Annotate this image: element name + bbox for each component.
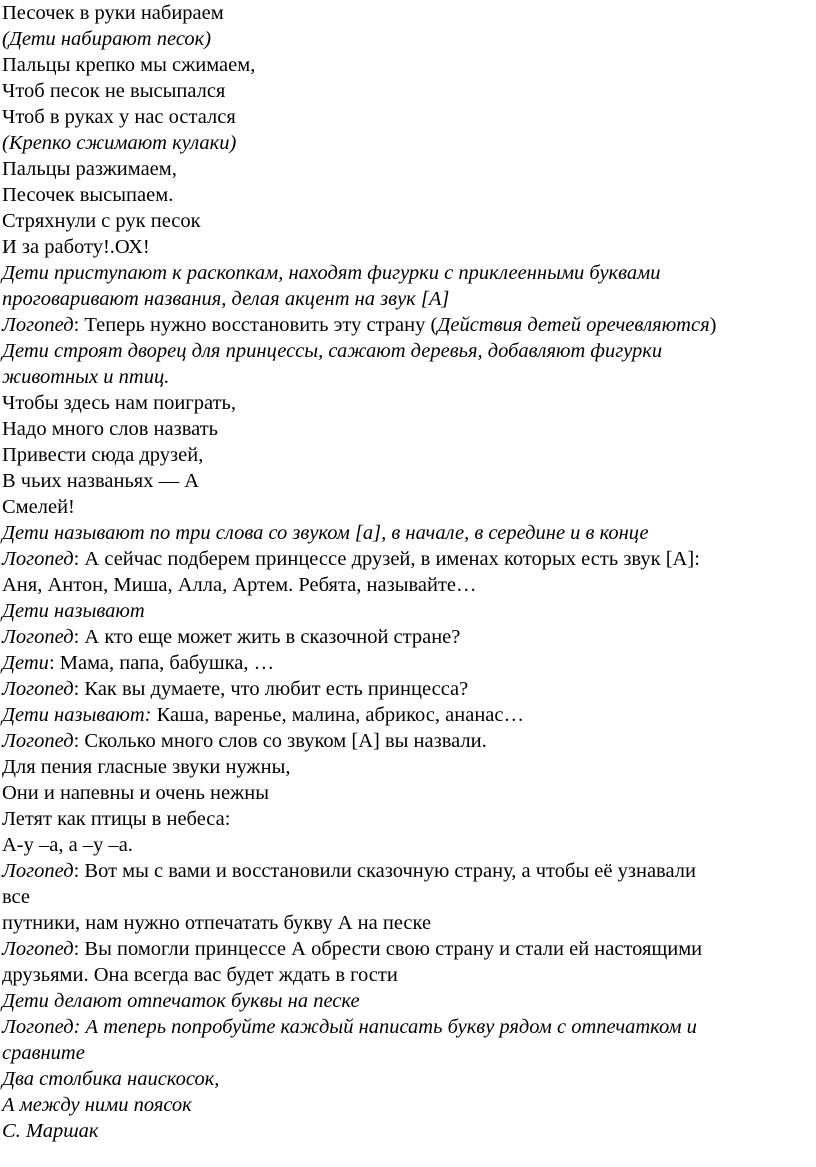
text-line: [2, 598, 812, 624]
text-line: [2, 234, 812, 260]
text-segment: А-у –а, а –у –а.: [2, 834, 133, 856]
text-line: [2, 1066, 812, 1092]
text-line: [2, 780, 812, 806]
text-line: [2, 962, 812, 988]
text-line: [2, 858, 812, 884]
text-line: [2, 156, 812, 182]
text-line: [2, 1118, 812, 1144]
text-segment: Для пения гласные звуки нужны,: [2, 756, 291, 778]
text-segment: : А кто еще может жить в сказочной стране?: [73, 626, 461, 648]
text-line: [2, 494, 812, 520]
text-segment: животных и птиц.: [2, 366, 170, 388]
text-line: [2, 182, 812, 208]
text-line: [2, 546, 812, 572]
text-segment: : Теперь нужно восстановить эту страну (: [73, 314, 438, 336]
text-line: [2, 78, 812, 104]
text-line: [2, 1040, 812, 1066]
text-segment: ): [709, 314, 717, 336]
text-segment: А между ними поясок: [2, 1094, 192, 1116]
text-line: [2, 416, 812, 442]
text-segment: Действия детей оречевляются: [437, 314, 710, 336]
text-segment: путники, нам нужно отпечатать букву А на песке: [2, 912, 432, 934]
text-segment: Смелей!: [2, 496, 75, 518]
text-segment: Дети называют:: [2, 704, 152, 726]
text-line: [2, 208, 812, 234]
text-line: [2, 0, 812, 26]
text-segment: Летят как птицы в небеса:: [2, 808, 231, 830]
text-segment: Дети строят дворец для принцессы, сажают деревья, добавляют фигурки: [2, 340, 663, 362]
text-segment: Логопед: [2, 626, 74, 648]
text-segment: Дети называют по три слова со звуком [а], в начале, в середине и в конце: [2, 522, 649, 544]
text-segment: друзьями. Она всегда вас будет ждать в гости: [2, 964, 398, 986]
text-segment: проговаривают названия, делая акцент на звук [А]: [2, 288, 450, 310]
text-segment: Логопед: [2, 548, 74, 570]
text-segment: Привести сюда друзей,: [2, 444, 204, 466]
text-line: [2, 832, 812, 858]
text-segment: В чьих названьях — А: [2, 470, 200, 492]
text-line: [2, 390, 812, 416]
text-line: [2, 338, 812, 364]
text-segment: : Сколько много слов со звуком [А] вы назвали.: [73, 730, 487, 752]
text-line: [2, 676, 812, 702]
text-segment: И за работу!.ОХ!: [2, 236, 150, 258]
text-line: [2, 442, 812, 468]
text-line: [2, 702, 812, 728]
text-segment: Дети называют: [2, 600, 145, 622]
text-line: [2, 260, 812, 286]
text-segment: Аня, Антон, Миша, Алла, Артем. Ребята, называйте…: [2, 574, 477, 596]
text-segment: Два столбика наискосок,: [2, 1068, 220, 1090]
text-line: [2, 1014, 812, 1040]
text-line: [2, 364, 812, 390]
text-segment: Логопед: [2, 730, 74, 752]
text-line: [2, 130, 812, 156]
text-segment: (Дети набирают песок): [2, 28, 212, 50]
text-segment: Чтоб в руках у нас остался: [2, 106, 236, 128]
text-segment: : Вот мы с вами и восстановили сказочную страну, а чтобы её узнавали: [73, 860, 696, 882]
text-segment: Логопед: [2, 860, 74, 882]
text-segment: : Мама, папа, бабушка, …: [48, 652, 275, 674]
text-segment: Песочек высыпаем.: [2, 184, 174, 206]
text-line: [2, 1092, 812, 1118]
text-segment: Логопед: А теперь попробуйте каждый написать букву рядом с отпечатком и: [2, 1016, 697, 1038]
text-segment: Каша, варенье, малина, абрикос, ананас…: [151, 704, 524, 726]
text-line: [2, 286, 812, 312]
text-line: [2, 936, 812, 962]
text-line: [2, 884, 812, 910]
text-line: [2, 650, 812, 676]
text-segment: Они и напевны и очень нежны: [2, 782, 270, 804]
text-line: [2, 468, 812, 494]
text-segment: Стряхнули с рук песок: [2, 210, 201, 232]
text-segment: все: [2, 886, 31, 908]
text-segment: Логопед: [2, 938, 74, 960]
text-line: [2, 728, 812, 754]
text-segment: сравните: [2, 1042, 85, 1064]
text-line: [2, 104, 812, 130]
text-line: [2, 988, 812, 1014]
text-segment: Чтобы здесь нам поиграть,: [2, 392, 236, 414]
text-segment: : Вы помогли принцессе А обрести свою страну и стали ей настоящими: [73, 938, 703, 960]
text-segment: Логопед: [2, 314, 74, 336]
text-line: [2, 754, 812, 780]
text-segment: Дети делают отпечаток буквы на песке: [2, 990, 360, 1012]
text-segment: С. Маршак: [2, 1120, 99, 1142]
text-segment: Дети приступают к раскопкам, находят фигурки с приклеенными буквами: [2, 262, 661, 284]
text-segment: Пальцы разжимаем,: [2, 158, 177, 180]
text-line: [2, 624, 812, 650]
text-segment: : Как вы думаете, что любит есть принцесса?: [73, 678, 469, 700]
text-line: [2, 52, 812, 78]
text-segment: Пальцы крепко мы сжимаем,: [2, 54, 256, 76]
text-segment: Чтоб песок не высыпался: [2, 80, 226, 102]
text-segment: Логопед: [2, 678, 74, 700]
text-segment: (Крепко сжимают кулаки): [2, 132, 237, 154]
text-line: [2, 572, 812, 598]
text-line: [2, 26, 812, 52]
text-segment: Надо много слов назвать: [2, 418, 219, 440]
text-line: [2, 910, 812, 936]
text-segment: Дети: [2, 652, 49, 674]
text-segment: : А сейчас подберем принцессе друзей, в именах которых есть звук [А]:: [73, 548, 700, 570]
text-line: [2, 806, 812, 832]
text-line: [2, 520, 812, 546]
text-line: [2, 312, 812, 338]
text-segment: Песочек в руки набираем: [2, 2, 224, 24]
